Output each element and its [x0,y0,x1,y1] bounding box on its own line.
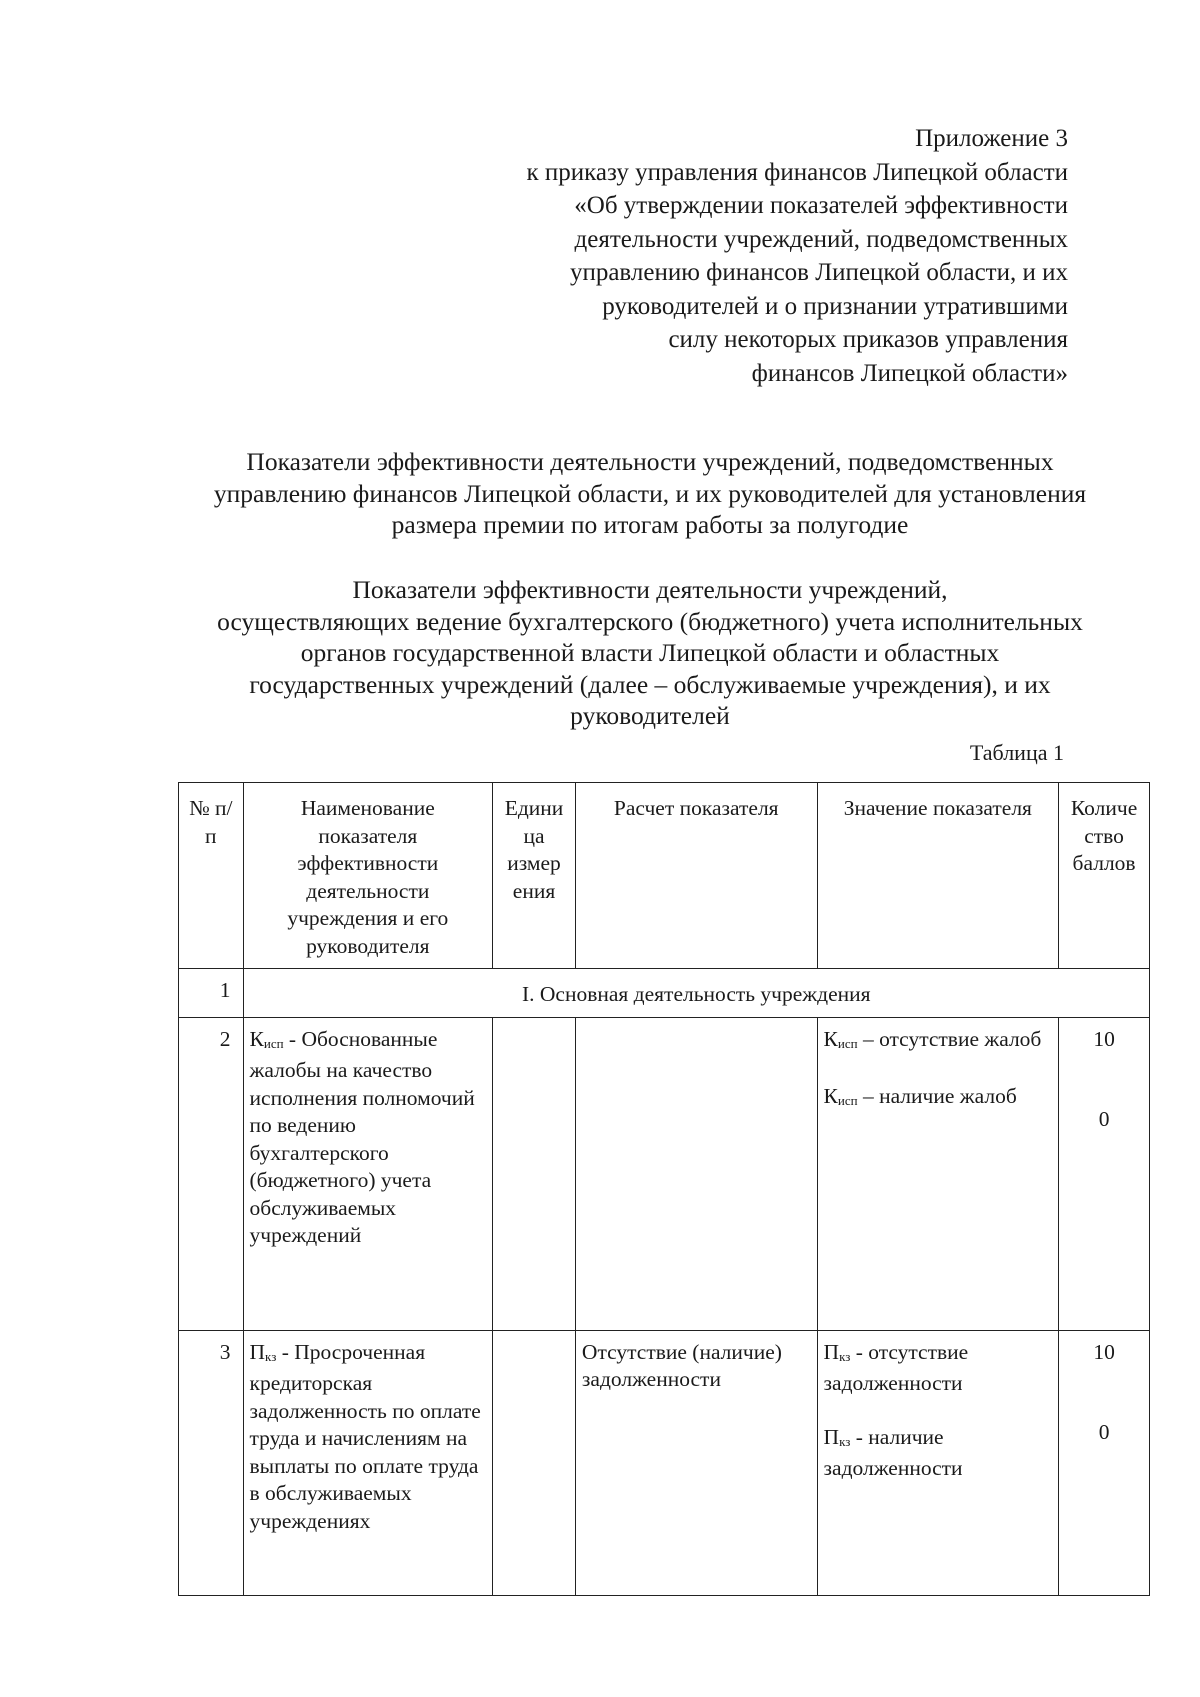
indicator-name [243,1330,493,1595]
indicator-name [243,1017,493,1330]
value-option [824,1083,1053,1115]
subtitle-line: государственных учреждений (далее – обслуживаемые учреждения), и их [249,669,1051,699]
indicator-symbol-sub: исп [263,1035,284,1051]
header-num: № п/п [179,783,244,969]
appendix-line: «Об утверждении показателей эффективности [574,192,1068,219]
points-value: 0 [1098,1107,1110,1131]
subtitle-line: органов государственной власти Липецкой области и областных [300,638,1000,667]
table-row [179,1017,1150,1330]
value-text: – наличие жалоб [857,1084,1017,1108]
section-num: 1 [179,969,244,1018]
value-symbol-sub: кз [839,1433,851,1449]
indicator-calc: Отсутствие (наличие) задолженности [575,1330,817,1595]
value-text: - отсутствие задолженности [823,1339,969,1395]
indicator-points [1059,1330,1150,1595]
value-text: - наличие задолженности [823,1424,963,1480]
subtitle-line: осуществляющих ведение бухгалтерского (бюджетного) учета исполнительных [217,606,1083,636]
points-value: 10 [1093,1339,1115,1364]
appendix-line: управлению финансов Липецкой области, и их [569,259,1068,286]
indicator-name-text: - Просроченная кредиторская задолженность по оплате труда и начислениям на выплаты по оплате труда в обслуживаемых учреждениях [249,1339,481,1533]
document-subtitle [150,574,1150,732]
indicator-symbol: К [249,1026,264,1051]
subtitle-line: руководителей [570,701,730,730]
appendix-line: силу некоторых приказов управления [668,326,1068,353]
value-option [824,1424,1053,1483]
table-header-row [179,783,1150,969]
title-line: размера премии по итогам работы за полугодие [391,510,909,539]
title-line: Показатели эффективности деятельности учреждений, подведомственных [246,447,1054,476]
appendix-line: финансов Липецкой области» [751,359,1068,387]
indicator-unit [493,1017,576,1330]
value-symbol-sub: исп [837,1093,858,1108]
indicator-unit [493,1330,576,1595]
indicator-name-text: - Обоснованные жалобы на качество исполнения полномочий по ведению бухгалтерского (бюджетного) учета обслуживаемых учреждений [249,1026,475,1247]
value-symbol: П [823,1339,840,1364]
table-caption: Таблица 1 [969,740,1064,765]
indicator-symbol: П [249,1339,266,1364]
appendix-line: Приложение 3 [915,125,1068,152]
indicator-symbol-sub: кз [265,1348,277,1364]
section-row [179,969,1150,1018]
value-text: – отсутствие жалоб [857,1026,1042,1051]
value-symbol-sub: исп [837,1035,858,1051]
title-line: управлению финансов Липецкой области, и их руководителей для установления [213,478,1087,508]
indicator-calc [575,1017,817,1330]
appendix-line: руководителей и о признании утратившими [602,292,1068,320]
row-num: 2 [179,1017,244,1330]
appendix-line: деятельности учреждений, подведомственных [574,225,1068,253]
header-value: Значение показателя [817,783,1059,969]
value-symbol: К [823,1084,838,1108]
header-points: Количе ство баллов [1059,783,1150,969]
indicators-table [178,782,1150,1596]
table-row [179,1330,1150,1595]
value-option [824,1026,1053,1058]
points-value: 10 [1093,1026,1115,1051]
appendix-header [408,122,1068,390]
points-value: 0 [1098,1420,1110,1444]
indicator-points [1059,1017,1150,1330]
section-title: I. Основная деятельность учреждения [243,969,1149,1018]
value-symbol: К [823,1026,838,1051]
indicator-values [817,1330,1059,1595]
header-unit: Едини ца измер ения [493,783,576,969]
row-num: 3 [179,1330,244,1595]
value-symbol-sub: кз [839,1348,851,1364]
document-title [150,446,1150,541]
value-option [824,1339,1053,1398]
appendix-line: к приказу управления финансов Липецкой области [526,158,1068,186]
value-symbol: П [823,1424,840,1449]
subtitle-line: Показатели эффективности деятельности учреждений, [352,575,948,604]
header-name: Наименование показателя эффективности деятельности учреждения и его руководителя [243,783,493,969]
header-calc: Расчет показателя [575,783,817,969]
indicator-values [817,1017,1059,1330]
